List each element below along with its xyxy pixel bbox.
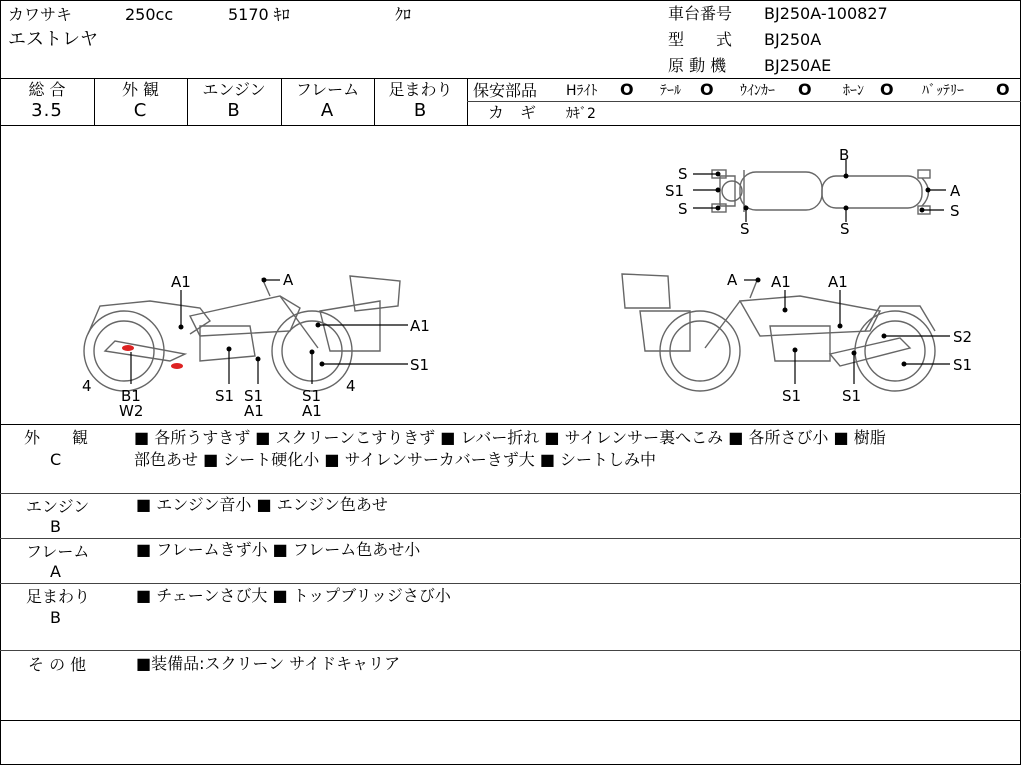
label-right-s1: S1 (782, 387, 802, 405)
engine-label: 原 動 機 (668, 56, 727, 75)
label-right-a1: A1 (771, 273, 791, 291)
label-left-a1: A1 (302, 402, 322, 420)
model-name: エストレヤ (8, 29, 98, 50)
frame-no-label: 車台番号 (668, 4, 733, 23)
displacement: 250cc (125, 5, 174, 24)
section-text-frame: ■ フレームきず小 ■ フレーム色あせ小 (136, 540, 421, 559)
label-right-s1: S1 (953, 356, 973, 374)
section-grade-frame: A (50, 562, 61, 581)
score-value-total: 3.5 (31, 100, 63, 121)
label-left-w2: W2 (119, 402, 144, 420)
label-top-s: S (840, 220, 850, 238)
section-label-suspension: 足まわり (26, 587, 91, 606)
engine-value: BJ250AE (764, 56, 832, 75)
section-grade-suspension: B (50, 608, 61, 627)
section-label-exterior: 外 観 (24, 428, 89, 447)
safety-winker-mark: O (798, 80, 812, 99)
color: ｸﾛ (395, 5, 412, 24)
section-text-exterior-2: 部色あせ ■ シート硬化小 ■ サイレンサーカバーきず大 ■ シートしみ中 (134, 450, 657, 469)
score-value-frame: A (320, 100, 335, 121)
label-right-s1: S1 (842, 387, 862, 405)
type-label: 型 式 (668, 30, 733, 49)
label-left-s1: S1 (410, 356, 430, 374)
label-top-s: S (678, 200, 688, 218)
type-value: BJ250A (764, 30, 822, 49)
divider (0, 720, 1021, 721)
label-left-s1: S1 (302, 387, 322, 405)
section-label-frame: フレーム (26, 542, 90, 561)
key-value: ｶｷﾞ2 (566, 106, 596, 122)
label-left-a: A (283, 271, 294, 289)
score-label-engine: エンジン (202, 80, 266, 99)
section-text-engine: ■ エンジン音小 ■ エンジン色あせ (136, 495, 388, 514)
label-left-s1: S1 (244, 387, 264, 405)
section-text-other: ■装備品:スクリーン サイドキャリア (136, 654, 401, 673)
label-left-a1: A1 (171, 273, 191, 291)
section-grade-engine: B (50, 517, 61, 536)
safety-battery-mark: O (996, 80, 1010, 99)
score-label-exterior: 外 観 (121, 80, 160, 99)
label-top-s: S (678, 165, 688, 183)
maker: カワサキ (8, 5, 73, 24)
safety-horn-label: ﾎｰﾝ (843, 83, 864, 99)
score-value-suspension: B (413, 100, 428, 121)
label-top-a: A (950, 182, 961, 200)
score-label-suspension: 足まわり (388, 80, 453, 99)
label-left-a1: A1 (410, 317, 430, 335)
score-label-frame: フレーム (295, 80, 360, 99)
safety-tail-label: ﾃｰﾙ (660, 83, 681, 99)
section-grade-exterior: C (50, 450, 62, 469)
label-left-b1: B1 (121, 387, 141, 405)
label-top-s: S (740, 220, 750, 238)
safety-battery-label: ﾊﾞｯﾃﾘｰ (922, 83, 964, 99)
score-value-engine: B (227, 100, 241, 121)
section-text-suspension: ■ チェーンさび大 ■ トップブリッジさび小 (136, 586, 451, 605)
section-label-other: そ の 他 (28, 655, 87, 674)
label-top-s1: S1 (665, 182, 685, 200)
damage-diagram (0, 126, 1021, 423)
label-top-s: S (950, 202, 960, 220)
score-value-exterior: C (133, 100, 148, 121)
label-left-4: 4 (82, 377, 92, 395)
key-label: カ ギ (488, 103, 537, 122)
frame-no: BJ250A-100827 (764, 4, 888, 23)
divider (467, 101, 1021, 102)
divider (0, 424, 1021, 425)
divider (0, 78, 1021, 79)
label-right-a1: A1 (828, 273, 848, 291)
right-side-motorcycle (622, 274, 935, 391)
divider (0, 650, 1021, 651)
label-right-a: A (727, 271, 738, 289)
mileage: 5170 ｷﾛ (228, 5, 290, 24)
section-label-engine: エンジン (26, 497, 90, 516)
label-left-a1: A1 (244, 402, 264, 420)
label-right-s2: S2 (953, 328, 973, 346)
label-top-b: B (839, 146, 850, 164)
score-label-total: 総 合 (28, 80, 66, 99)
safety-winker-label: ｳｲﾝｶｰ (740, 83, 775, 99)
safety-headlight-mark: O (620, 80, 634, 99)
label-left-4: 4 (346, 377, 356, 395)
divider (0, 583, 1021, 584)
section-text-exterior-1: ■ 各所うすきず ■ スクリーンこすりきず ■ レバー折れ ■ サイレンサー裏へこみ ■ 各所さび小 ■ 樹脂 (134, 428, 886, 447)
safety-horn-mark: O (880, 80, 894, 99)
label-left-s1: S1 (215, 387, 235, 405)
safety-title: 保安部品 (473, 81, 538, 100)
safety-tail-mark: O (700, 80, 714, 99)
safety-headlight-label: Hﾗｲﾄ (566, 83, 598, 99)
